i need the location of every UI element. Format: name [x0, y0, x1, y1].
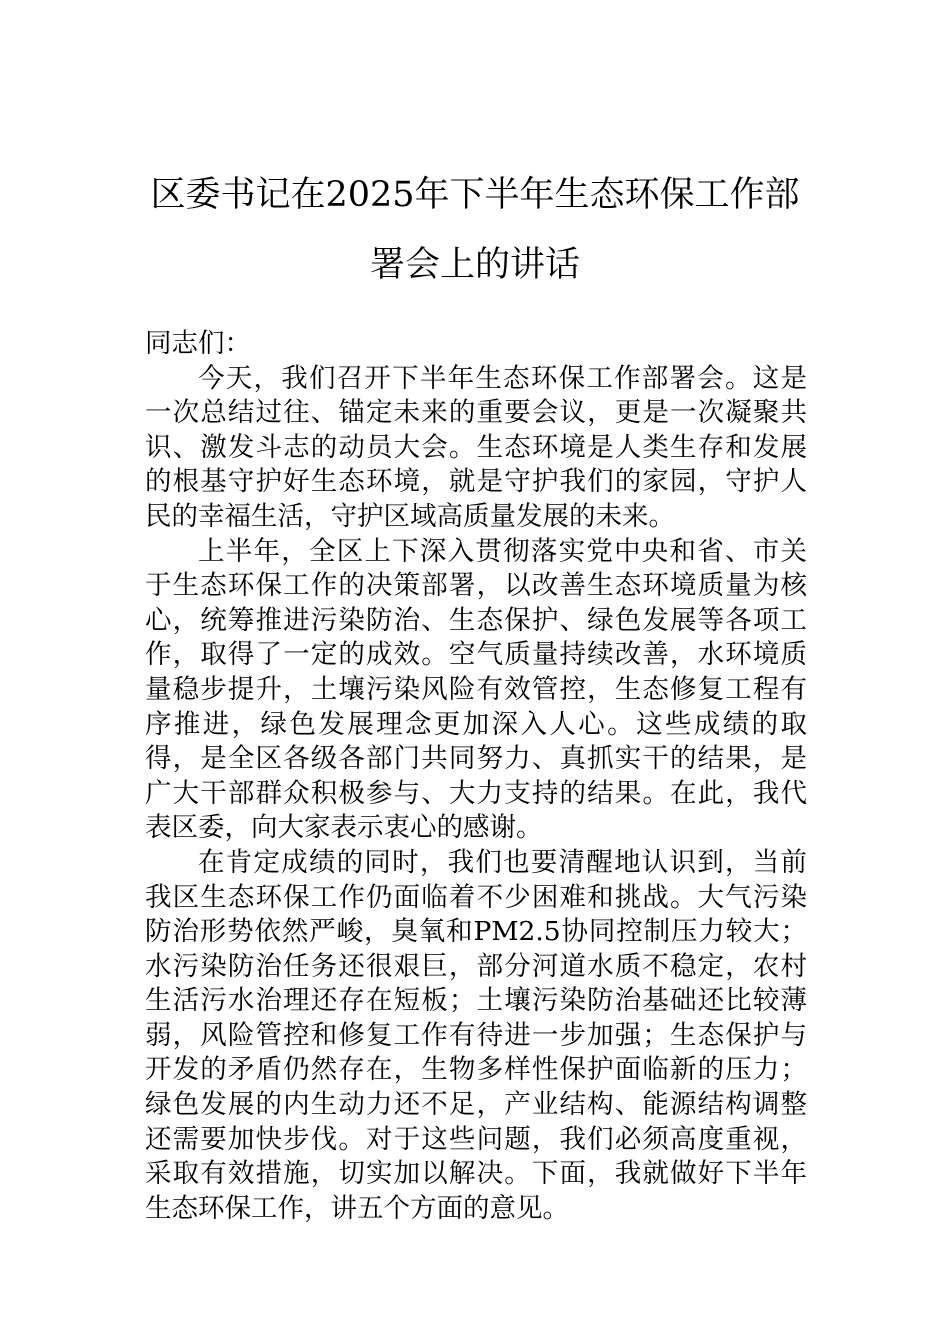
paragraph-2: 上半年，全区上下深入贯彻落实党中央和省、市关于生态环保工作的决策部署，以改善生态环境质量为核心，统筹推进污染防治、生态保护、绿色发展等各项工作，取得了一定的成效。空气质量持续改善，水环境质量稳步提升，土壤污染风险有效管控，生态修复工程有序推进，绿色发展理念更加深入人心。这些成绩的取得，是全区各级各部门共同努力、真抓实干的结果，是广大干部群众积极参与、大力支持的结果。在此，我代表区委，向大家表示衷心的感谢。: [145, 535, 807, 844]
title-line-1: 区委书记在2025年下半年生态环保工作部: [150, 175, 800, 215]
document-body: [145, 327, 807, 1226]
salutation: 同志们：: [145, 328, 251, 359]
document-title: [140, 160, 810, 300]
title-line-2: 署会上的讲话: [369, 245, 580, 285]
paragraph-1: 今天，我们召开下半年生态环保工作部署会。这是一次总结过往、锚定未来的重要会议，更是一次凝聚共识、激发斗志的动员大会。生态环境是人类生存和发展的根基守护好生态环境，就是守护我们的家园，守护人民的幸福生活，守护区域高质量发展的未来。: [145, 362, 807, 532]
paragraph-3: 在肯定成绩的同时，我们也要清醒地认识到，当前我区生态环保工作仍面临着不少困难和挑战。大气污染防治形势依然严峻，臭氧和PM2.5协同控制压力较大；水污染防治任务还很艰巨，部分河道水质不稳定，农村生活污水治理还存在短板；土壤污染防治基础还比较薄弱，风险管控和修复工作有待进一步加强；生态保护与开发的矛盾仍然存在，生物多样性保护面临新的压力；绿色发展的内生动力还不足，产业结构、能源结构调整还需要加快步伐。对于这些问题，我们必须高度重视，采取有效措施，切实加以解决。下面，我就做好下半年生态环保工作，讲五个方面的意见。: [145, 846, 807, 1224]
